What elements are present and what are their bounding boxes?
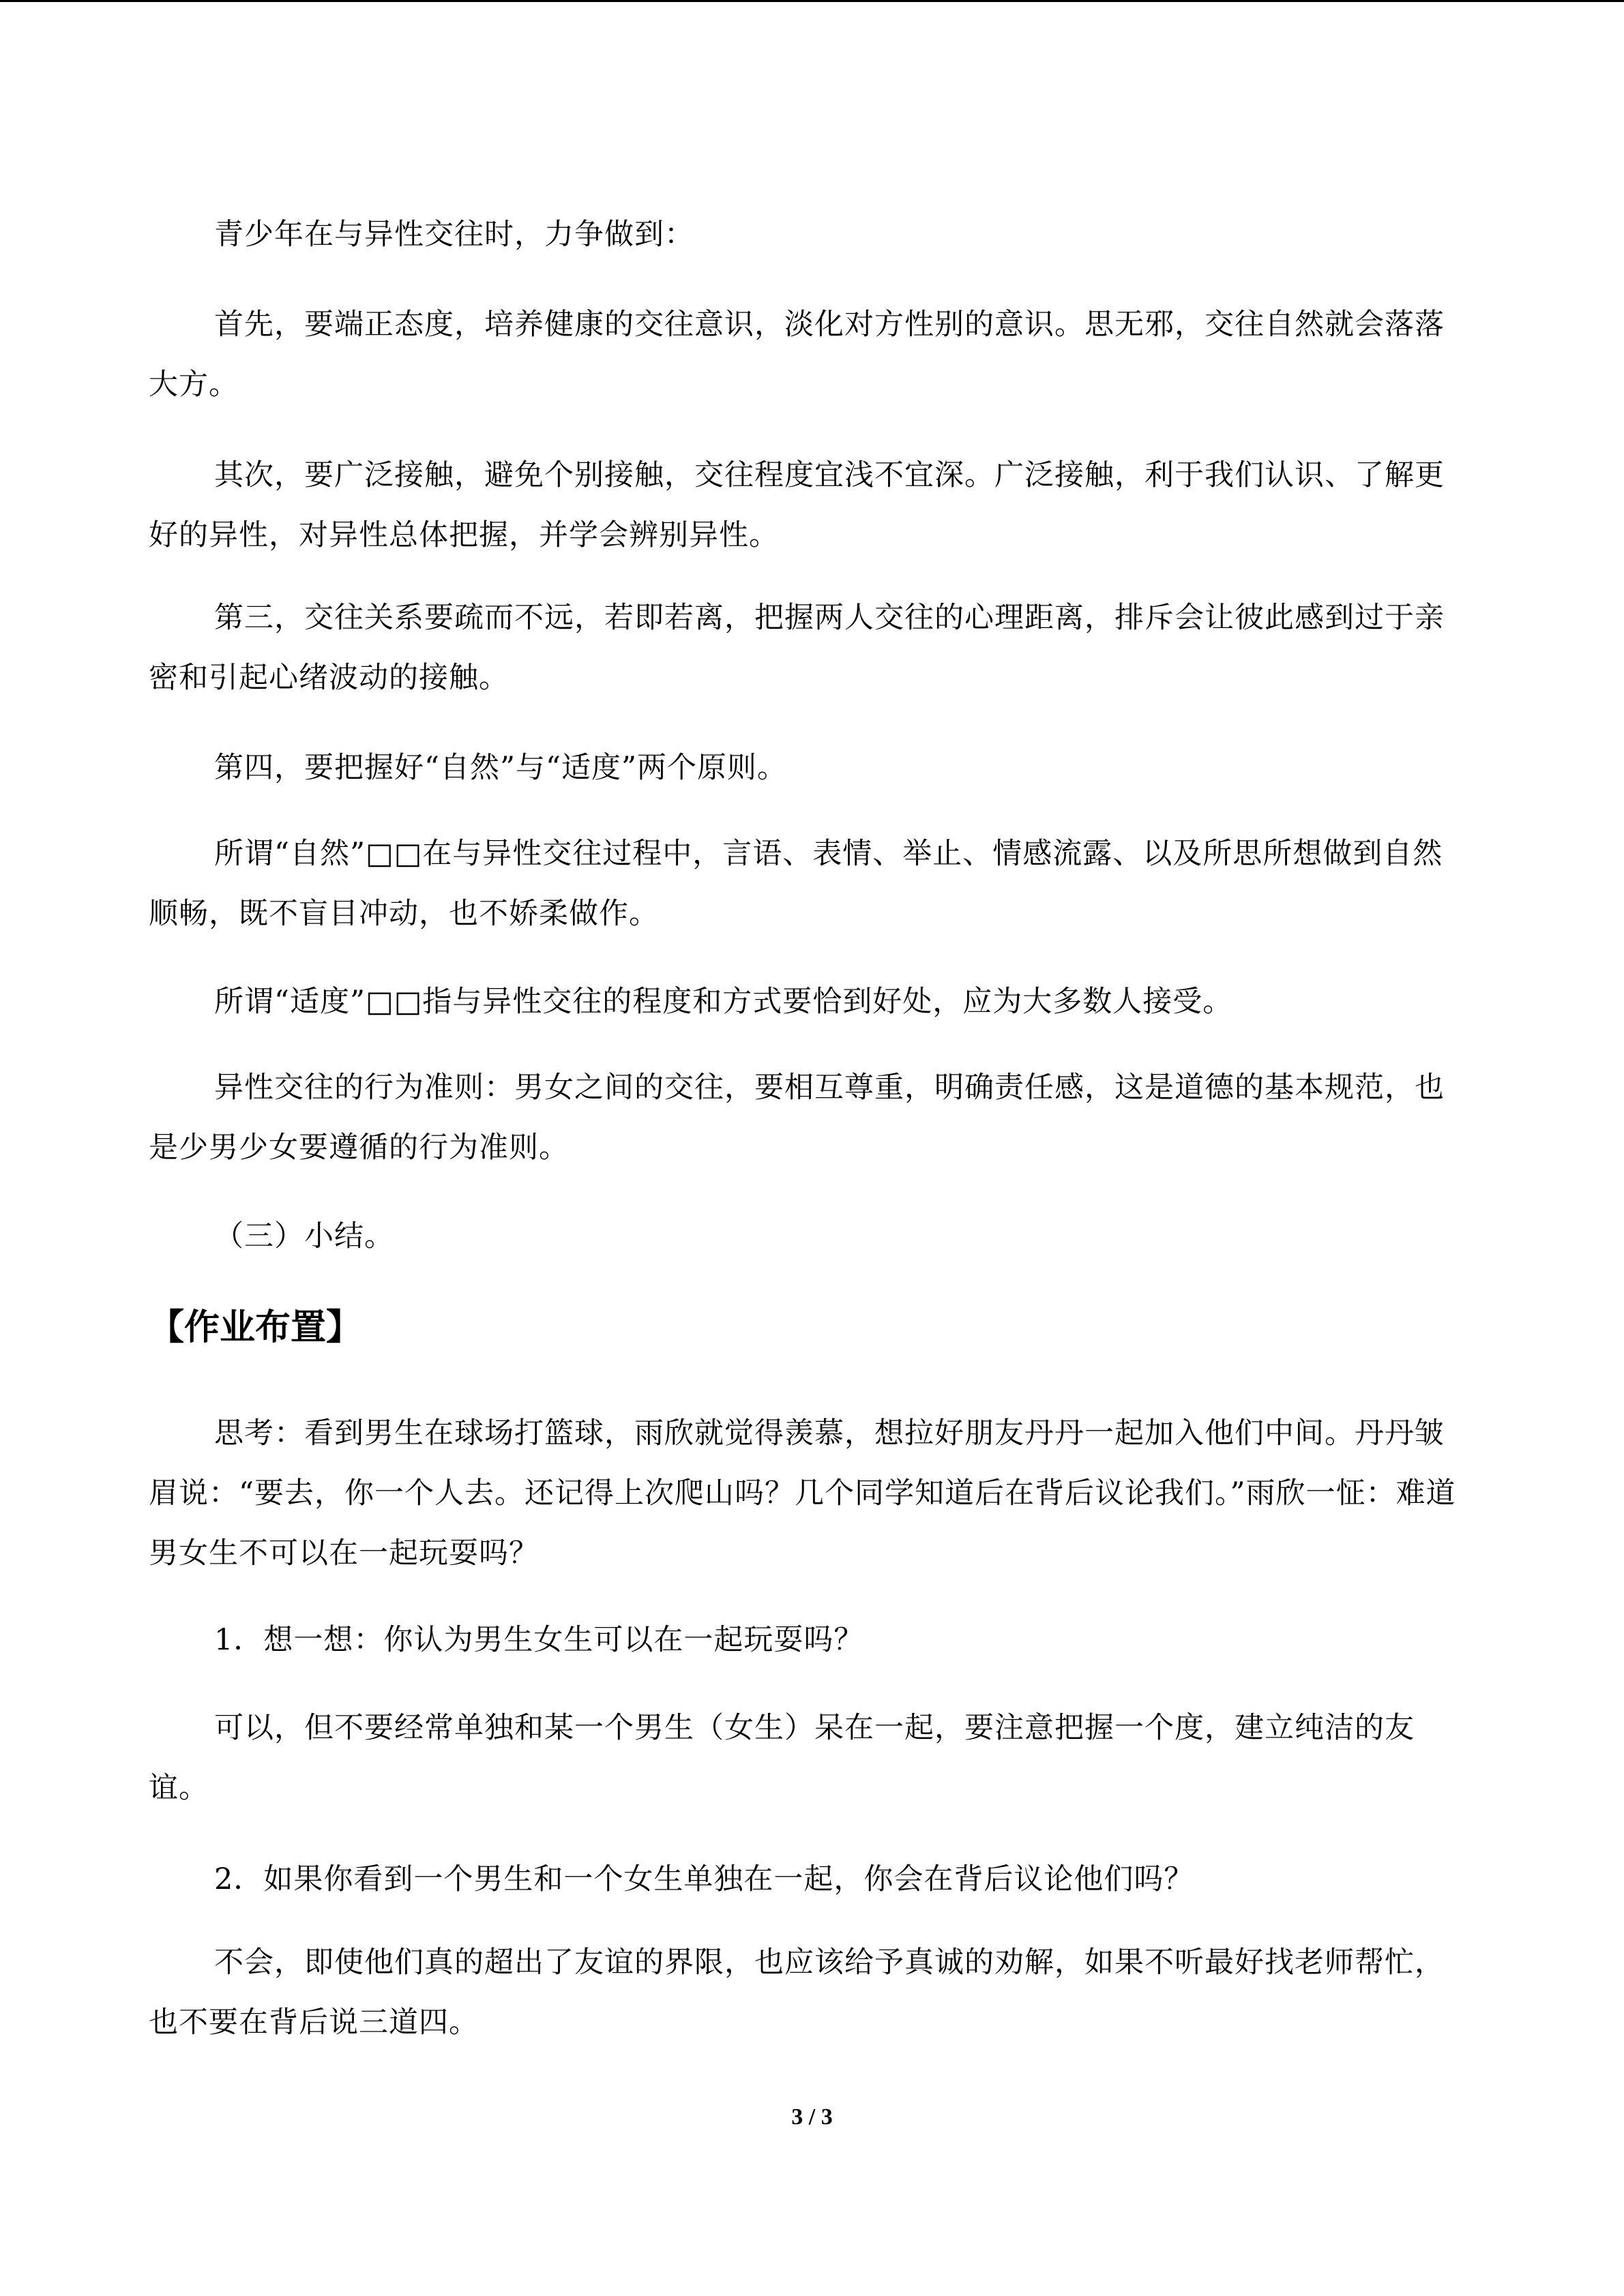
homework-heading: 【作业布置】 bbox=[149, 1307, 362, 1348]
paragraph-conduct-rule: 异性交往的行为准则：男女之间的交往，要相互尊重，明确责任感，这是道德的基本规范，也是少男少女要遵循的行为准则。 bbox=[149, 1071, 1445, 1165]
question-1: 1．想一想：你认为男生女生可以在一起玩耍吗？ bbox=[214, 1623, 864, 1657]
answer-1: 可以，但不要经常单独和某一个男生（女生）呆在一起，要注意把握一个度，建立纯洁的友谊。 bbox=[149, 1711, 1415, 1805]
paragraph-first: 首先，要端正态度，培养健康的交往意识，淡化对方性别的意识。思无邪，交往自然就会落落大方。 bbox=[149, 308, 1445, 402]
question-2: 2．如果你看到一个男生和一个女生单独在一起，你会在背后议论他们吗？ bbox=[214, 1862, 1194, 1896]
paragraph-summary: （三）小结。 bbox=[214, 1219, 394, 1253]
paragraph-third: 第三，交往关系要疏而不远，若即若离，把握两人交往的心理距离，排斥会让彼此感到过于亲密和引起心绪波动的接触。 bbox=[149, 601, 1445, 695]
answer-2: 不会，即使他们真的超出了友谊的界限，也应该给予真诚的劝解，如果不听最好找老师帮忙，也不要在背后说三道四。 bbox=[149, 1945, 1445, 2040]
top-rule bbox=[0, 0, 1624, 2]
paragraph-moderate: 所谓“适度”□□指与异性交往的程度和方式要恰到好处，应为大多数人接受。 bbox=[214, 985, 1233, 1019]
page-number: 3 / 3 bbox=[791, 2104, 833, 2130]
paragraph-second: 其次，要广泛接触，避免个别接触，交往程度宜浅不宜深。广泛接触，利于我们认识、了解更好的异性，对异性总体把握，并学会辨别异性。 bbox=[149, 458, 1445, 552]
paragraph-natural: 所谓“自然”□□在与异性交往过程中，言语、表情、举止、情感流露、以及所思所想做到自然顺畅，既不盲目冲动，也不娇柔做作。 bbox=[149, 837, 1443, 931]
paragraph-intro: 青少年在与异性交往时，力争做到： bbox=[214, 218, 694, 252]
paragraph-homework-scenario: 思考：看到男生在球场打篮球，雨欣就觉得羡慕，想拉好朋友丹丹一起加入他们中间。丹丹皱眉说：“要去，你一个人去。还记得上次爬山吗？几个同学知道后在背后议论我们。”雨欣一怔：难道男女生不可以在一起玩耍吗？ bbox=[149, 1416, 1456, 1570]
paragraph-fourth: 第四，要把握好“自然”与“适度”两个原则。 bbox=[214, 751, 787, 785]
